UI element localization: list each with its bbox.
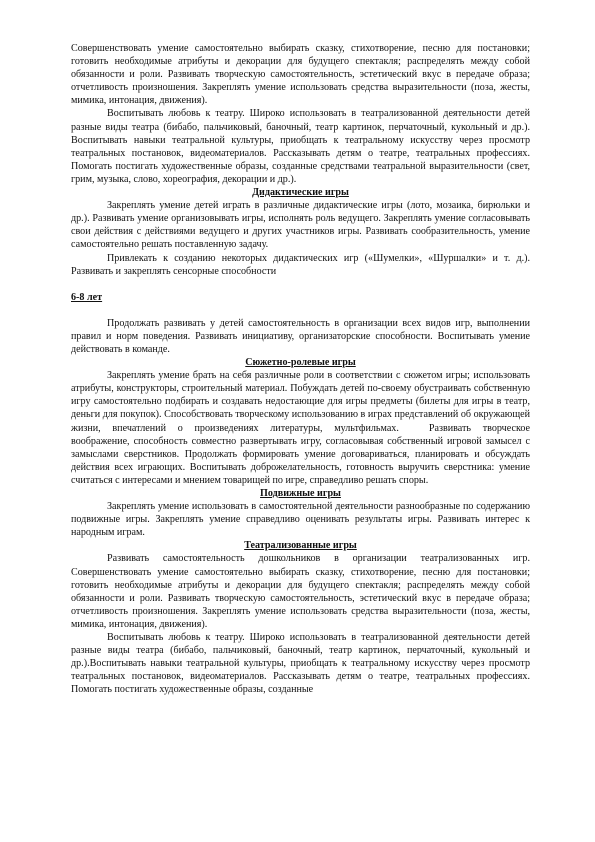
paragraph-role-games xyxy=(71,369,530,487)
paragraph-independence: Продолжать развивать у детей самостоятельность в организации всех видов игр, выполнении правил и норм поведения. Развивать инициативу, организаторские способности. Воспитывать умение действовать в команде. xyxy=(71,317,530,355)
paragraph-didactic-creation: Привлекать к созданию некоторых дидактических игр («Шумелки», «Шуршалки» и т. д.). Развивать и закреплять сенсорные способности xyxy=(71,252,530,277)
paragraph-theatre-games: Развивать самостоятельность дошкольников в организации театрализованных игр. Совершенствовать умение самостоятельно выбирать сказку, стихотворение, песню для постановки; готовить необходимые атрибуты и декорации для будущего спектакля; распределять между собой обязанности и роли. Развивать творческую самостоятельность, эстетический вкус в передаче образа; отчетливость произношения. Закреплять умение использовать средства выразительности (поза, жесты, мимика, интонация, движения). xyxy=(71,553,530,630)
paragraph-theatre-love-2: Воспитывать любовь к театру. Широко использовать в театрализованной деятельности детей разные виды театра (бибабо, пальчиковый, баночный, театр картинок, перчаточный, кукольный и др.).Воспитывать навыки театральной культуры, приобщать к театральному искусству через просмотр театральных постановок, видеоматериалов. Рассказывать детям о театре, театральных профессиях. Помогать постигать художественные образы, созданные xyxy=(71,632,530,696)
heading-theatre-games: Театрализованные игры xyxy=(244,540,357,552)
heading-role-games: Сюжетно-ролевые игры xyxy=(245,357,356,369)
paragraph-theatre-skills: Совершенствовать умение самостоятельно выбирать сказку, стихотворение, песню для постановки; готовить необходимые атрибуты и декорации для будущего спектакля; распределять между собой обязанности и роли. Развивать творческую самостоятельность, эстетический вкус в передаче образа; отчетливость произношения. Закреплять умение использовать средства выразительности (поза, жесты, мимика, интонация, движения). xyxy=(71,43,530,107)
paragraph-didactic-games: Закреплять умение детей играть в различные дидактические игры (лото, мозаика, бирюльки и др.). Развивать умение организовывать игры, исполнять роль ведущего. Закреплять умение согласовывать свои действия с действиями ведущего и других участников игры. Развивать сообразительность, умение самостоятельно решать поставленную задачу. xyxy=(71,200,530,251)
paragraph-outdoor-games: Закреплять умение использовать в самостоятельной деятельности разнообразные по содержанию подвижные игры. Закреплять умение справедливо оценивать результаты игры. Развивать интерес к народным играм. xyxy=(71,501,530,539)
heading-outdoor-games: Подвижные игры xyxy=(260,488,341,499)
age-group-heading: 6-8 лет xyxy=(71,291,103,303)
role-games-part-2: Развивать творческое воображение, способность совместно развертывать игру, согласовывая собственный игровой замысел с замыслами сверстников. Продолжать формировать умение договариваться, планировать и обсуждать действия всех играющих. Воспитывать доброжелательность, готовность выручить сверстника: умение считаться с интересами и мнением товарищей по игре, справедливо решать споры. xyxy=(71,422,530,486)
document-page xyxy=(71,42,530,697)
role-games-part-1: Закреплять умение брать на себя различные роли в соответствии с сюжетом игры; использовать атрибуты, конструкторы, строительный материал. Побуждать детей по-своему обустраивать собственную игру самостоятельно подбирать и создавать недостающие для игры предметы (билеты для игры в театр, деньги для покупок). Способствовать творческому использованию в играх представлений об окружающей жизни, впечатлений о произведениях литературы, мультфильмах. xyxy=(71,370,530,434)
paragraph-theatre-love: Воспитывать любовь к театру. Широко использовать в театрализованной деятельности детей разные виды театра (бибабо, пальчиковый, баночный, театр картинок, перчаточный, кукольный и др.). Воспитывать навыки театральной культуры, приобщать к театральному искусству через просмотр театральных постановок, видеоматериалов. Рассказывать детям о театре, театральных профессиях. Помогать постигать художественные образы, созданные средствами театральной выразительности (свет, грим, музыка, слово, хореография, декорации и др.). xyxy=(71,108,530,185)
heading-didactic-games: Дидактические игры xyxy=(252,187,349,199)
